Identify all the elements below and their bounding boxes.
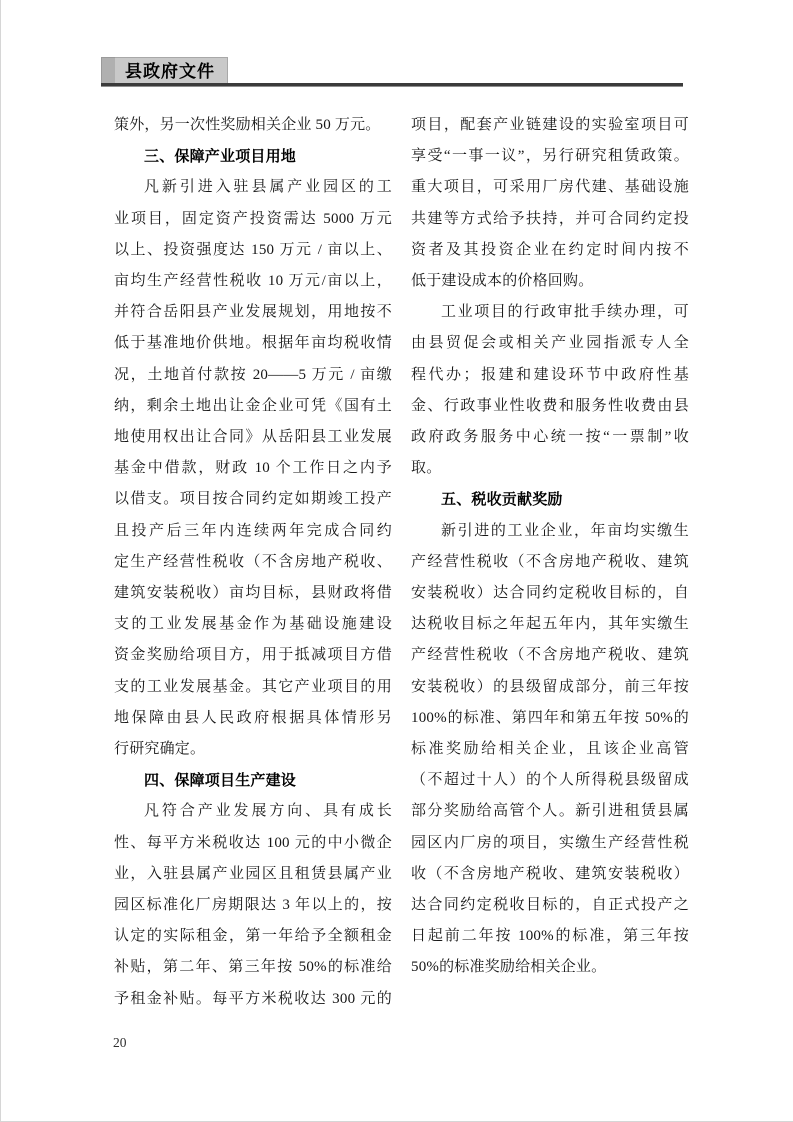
text-line: 新引进的工业企业，年亩均实缴生 [441, 522, 689, 539]
section-heading-3: 三、保障产业项目用地 [144, 148, 297, 166]
text-line: 标准奖励给相关企业，且该企业高管 [411, 741, 689, 758]
text-line: 认定的实际租金，第一年给予全额租金 [114, 928, 392, 945]
text-line: 以借支。项目按合同约定如期竣工投产 [114, 491, 392, 508]
text-line: 地使用权出让合同》从岳阳县工业发展 [114, 429, 392, 446]
text-line: 资者及其投资企业在约定时间内按不 [411, 241, 689, 258]
text-line: 产经营性税收（不含房地产税收、建筑 [411, 553, 689, 570]
text-line: 取。 [411, 460, 442, 477]
text-line: 工业项目的行政审批手续办理，可 [441, 304, 689, 321]
text-line: 以上、投资强度达 150 万元 / 亩以上、 [114, 241, 392, 258]
text-line: 且投产后三年内连续两年完成合同约 [114, 522, 392, 539]
text-line: 日起前二年按 100%的标准，第三年按 [411, 928, 689, 945]
text-line: 支的工业发展基金。其它产业项目的用 [114, 678, 392, 695]
right-column [411, 110, 689, 984]
text-line: 补贴，第二年、第三年按 50%的标准给 [114, 959, 392, 976]
text-line: 性、每平方米税收达 100 元的中小微企 [114, 834, 392, 851]
header-banner-label: 县政府文件 [115, 57, 228, 83]
text-line: 重大项目，可采用厂房代建、基础设施 [411, 179, 689, 196]
text-line: 支的工业发展基金作为基础设施建设 [114, 616, 392, 633]
text-line: 部分奖励给高管个人。新引进租赁县属 [411, 803, 689, 820]
text-line: 项目，配套产业链建设的实验室项目可 [411, 117, 689, 133]
page-number: 20 [113, 1035, 127, 1050]
text-line: 低于建设成本的价格回购。 [411, 273, 594, 290]
section-heading-5: 五、税收贡献奖励 [441, 491, 563, 509]
text-line: 亩均生产经营性税收 10 万元/亩以上， [114, 273, 392, 290]
text-line: 凡新引进入驻县属产业园区的工 [144, 179, 392, 196]
text-line: 低于基准地价供地。根据年亩均税收情 [114, 335, 392, 352]
text-line: 由县贸促会或相关产业园指派专人全 [411, 335, 689, 352]
text-line: 园区内厂房的项目，实缴生产经营性税 [411, 834, 689, 851]
text-line: 行研究确定。 [114, 741, 206, 758]
header-rule [101, 83, 683, 87]
text-line: 业，入驻县属产业园区且租赁县属产业 [114, 865, 392, 882]
text-line: 地保障由县人民政府根据具体情形另 [114, 709, 392, 726]
text-line: 100%的标准、第四年和第五年按 50%的 [411, 709, 689, 726]
section-heading-4: 四、保障项目生产建设 [144, 772, 297, 790]
text-line: 基金中借款，财政 10 个工作日之内予 [114, 460, 392, 477]
text-line: 政府政务服务中心统一按“一票制”收 [411, 429, 689, 446]
text-line: 予租金补贴。每平方米税收达 300 元的 [114, 990, 392, 1007]
text-line: 建筑安装税收）亩均目标，县财政将借 [114, 585, 392, 602]
text-line: 安装税收）达合同约定税收目标的，自 [411, 585, 689, 602]
text-line: 定生产经营性税收（不含房地产税收、 [114, 553, 392, 570]
text-line: 达合同约定税收目标的，自正式投产之 [411, 897, 689, 914]
banner-accent-strip [101, 57, 115, 83]
text-line: 享受“一事一议”，另行研究租赁政策。 [411, 148, 689, 165]
text-line: 共建等方式给予扶持，并可合同约定投 [411, 210, 689, 227]
text-line: 况，土地首付款按 20——5 万元 / 亩缴 [114, 366, 392, 383]
text-line: 纳，剩余土地出让金企业可凭《国有土 [114, 397, 392, 414]
text-line: 策外，另一次性奖励相关企业 50 万元。 [114, 117, 381, 133]
text-line: 收（不含房地产税收、建筑安装税收） [411, 865, 689, 882]
text-line: 安装税收）的县级留成部分，前三年按 [411, 678, 689, 695]
text-line: 产经营性税收（不含房地产税收、建筑 [411, 647, 689, 664]
text-line: 业项目，固定资产投资需达 5000 万元 [114, 210, 392, 227]
text-line: 程代办；报建和建设环节中政府性基 [411, 366, 689, 383]
text-line: 园区标准化厂房期限达 3 年以上的，按 [114, 897, 392, 914]
text-line: 50%的标准奖励给相关企业。 [411, 959, 607, 976]
text-line: （不超过十人）的个人所得税县级留成 [411, 772, 689, 789]
text-line: 凡符合产业发展方向、具有成长 [144, 803, 392, 820]
text-line: 金、行政事业性收费和服务性收费由县 [411, 397, 689, 414]
text-line: 达税收目标之年起五年内，其年实缴生 [411, 616, 689, 633]
text-line: 资金奖励给项目方，用于抵减项目方借 [114, 647, 392, 664]
header-banner [101, 57, 228, 83]
text-line: 并符合岳阳县产业发展规划，用地按不 [114, 304, 392, 321]
left-column [114, 110, 392, 1015]
